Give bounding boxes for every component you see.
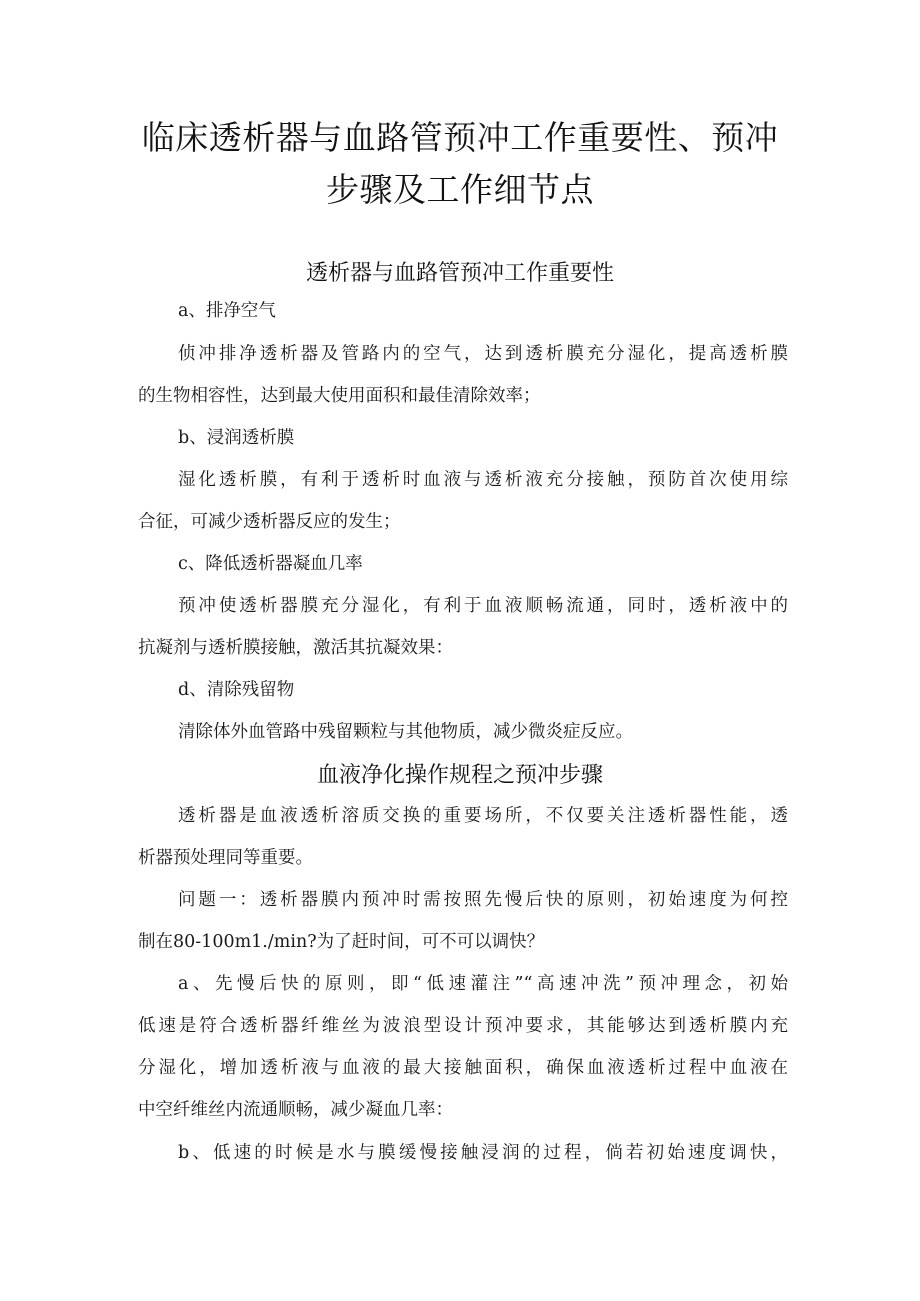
answer-a-line-2: 低速是符合透析器纤维丝为波浪型设计预冲要求，其能够达到透析膜内充	[138, 1016, 788, 1036]
document-title	[100, 112, 820, 216]
answer-a-line-3: 分湿化，增加透析液与血液的最大接触面积，确保血液透析过程中血液在	[138, 1058, 788, 1078]
question-1-line-2: 制在80-100m1./min?为了赶时间，可不可以调快？	[138, 932, 545, 952]
intro-line-1: 透析器是血液透析溶质交换的重要场所，不仅要关注透析器性能，透	[178, 806, 788, 826]
title-line-1: 临床透析器与血路管预冲工作重要性、预冲	[141, 118, 779, 157]
section-heading-steps: 血液净化操作规程之预冲步骤	[316, 763, 603, 788]
item-c-text-line-2: 抗凝剂与透析膜接触，激活其抗凝效果：	[138, 638, 453, 658]
item-b-text-line-1: 湿化透析膜，有利于透析时血液与透析液充分接触，预防首次使用综	[178, 470, 788, 490]
question-1-line-1: 问题一：透析器膜内预冲时需按照先慢后快的原则，初始速度为何控	[178, 890, 788, 910]
answer-a-line-1: a、先慢后快的原则，即“低速灌注”“高速冲洗”预冲理念，初始	[178, 974, 788, 994]
item-c-text-line-1: 预冲使透析器膜充分湿化，有利于血液顺畅流通，同时，透析液中的	[178, 596, 788, 616]
intro-line-2: 析器预处理同等重要。	[138, 848, 313, 868]
answer-a-line-4: 中空纤维丝内流通顺畅，减少凝血几率：	[138, 1100, 453, 1120]
item-a-text-line-1: 侦冲排净透析器及管路内的空气，达到透析膜充分湿化，提高透析膜	[178, 344, 788, 364]
title-line-2: 步骤及工作细节点	[326, 170, 594, 209]
section-heading-importance: 透析器与血路管预冲工作重要性	[305, 261, 614, 286]
item-b-text-line-2: 合征，可减少透析器反应的发生；	[138, 512, 401, 532]
answer-b-line-1: b、低速的时候是水与膜缓慢接触浸润的过程，倘若初始速度调快，	[178, 1143, 788, 1163]
item-c-label: c、降低透析器凝血几率	[178, 554, 363, 574]
item-a-text-line-2: 的生物相容性，达到最大使用面积和最佳清除效率；	[138, 386, 541, 406]
item-b-label: b、浸润透析膜	[178, 428, 295, 448]
item-a-label: a、排净空气	[178, 301, 276, 321]
item-d-label: d、清除残留物	[178, 680, 295, 700]
item-d-text-line-1: 清除体外血管路中残留颗粒与其他物质，减少微炎症反应。	[178, 722, 633, 742]
